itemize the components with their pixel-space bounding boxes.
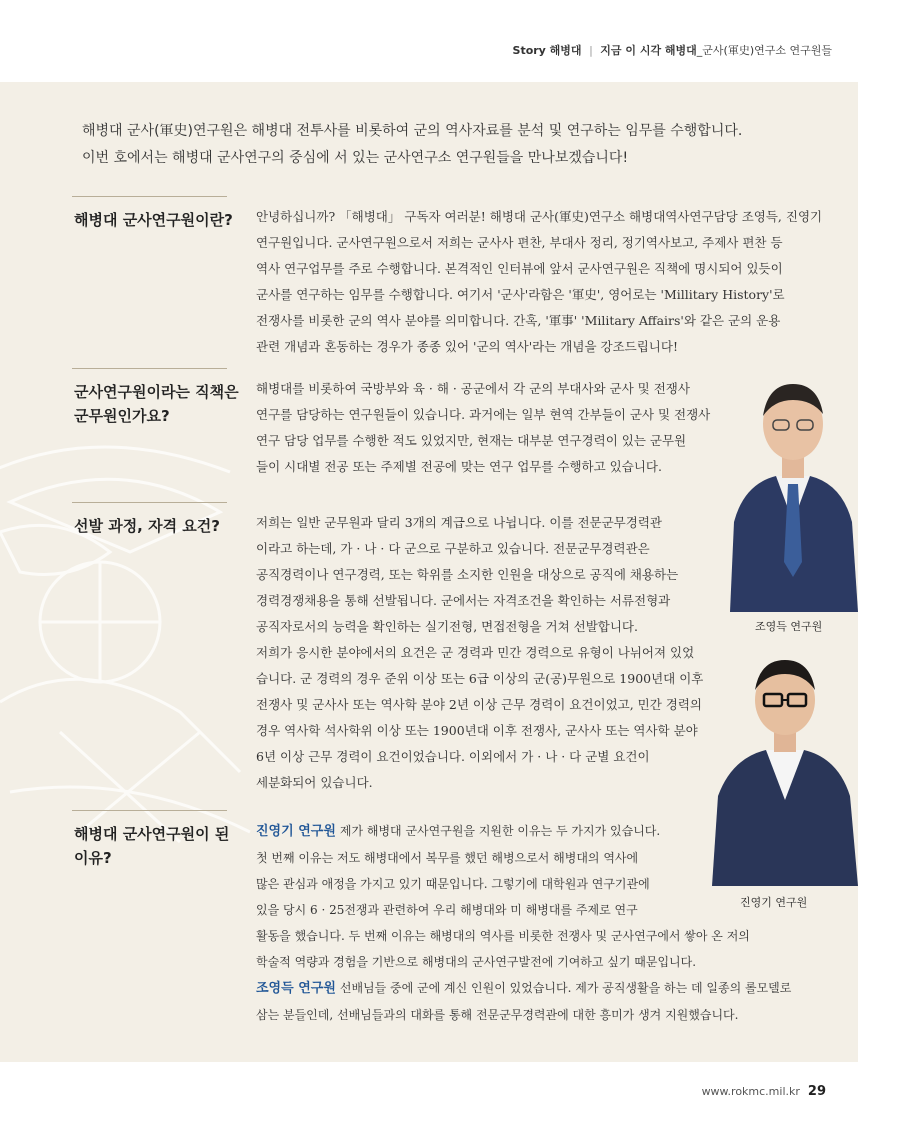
answer-line: 역사 연구업무를 주로 수행합니다. 본격적인 인터뷰에 앞서 군사연구원은 직책에 명시되어 있듯이 [256,261,783,276]
answer-line-text: 활동을 했습니다. 두 번째 이유는 해병대의 역사를 비롯한 전쟁사 및 군사연구에서 쌓아 온 저의 [256,929,750,943]
speaker-name: 조영득 연구원 [256,981,336,996]
answer-line: 연구를 담당하는 연구원들이 있습니다. 과거에는 일부 현역 간부들이 군사 및 전쟁사 [256,407,711,422]
answer-line: 세분화되어 있습니다. [256,775,373,790]
question-heading: 선발 과정, 자격 요건? [74,517,220,535]
answer-line: 군사를 연구하는 임무를 수행합니다. 여기서 '군사'라함은 '軍史', 영어로는 'Millitary History'로 [256,287,785,302]
photo-caption: 진영기 연구원 [740,896,808,909]
answer-line: 경우 역사학 석사학위 이상 또는 1900년대 이후 전쟁사, 군사사 또는 역사학 분야 [256,723,698,738]
footer-url: www.rokmc.mil.kr [701,1085,800,1098]
answer-line-text: 첫 번째 이유는 저도 해병대에서 복무를 했던 해병으로서 해병대의 역사에 [256,851,639,865]
intro-line: 해병대 군사(軍史)연구원은 해병대 전투사를 비롯하여 군의 역사자료를 분석 및 연구하는 임무를 수행합니다. [82,123,743,139]
question-rule [72,196,227,197]
researcher-portrait-icon [724,372,862,612]
researcher-photo-jo [724,372,862,612]
answer-line: 연구 담당 업무를 수행한 적도 있었지만, 현재는 대부분 연구경력이 있는 군무원 [256,433,687,448]
answer-line-text: 학술적 역량과 경험을 기반으로 해병대의 군사연구발전에 기여하고 싶기 때문입니다. [256,955,697,969]
header-section-now: 지금 이 시각 해병대 [600,44,697,57]
answer-line-text: 많은 관심과 애정을 가지고 있기 때문입니다. 그렇기에 대학원과 연구기관에 [256,877,650,891]
header-story: Story 해병대 [512,44,582,57]
answer-text [256,204,868,360]
qa-section-1 [72,196,872,356]
answer-text [256,376,746,480]
answer-line-text: 삼는 분들인데, 선배님들과의 대화를 통해 전문군무경력관에 대한 흥미가 생겨 지원했습니다. [256,1008,739,1022]
researcher-photo-jin [708,650,862,886]
answer-line: 저희는 일반 군무원과 달리 3개의 계급으로 나뉩니다. 이를 전문군무경력관 [256,515,662,530]
answer-line: 해병대를 비롯하여 국방부와 육 · 해 · 공군에서 각 군의 부대사와 군사 및 전쟁사 [256,381,690,396]
page-number: 29 [807,1084,826,1099]
answer-line: 연구원입니다. 군사연구원으로서 저희는 군사사 편찬, 부대사 정리, 정기역사보고, 주제사 편찬 등 [256,235,783,250]
answer-line [256,923,856,949]
researcher-portrait-icon [708,650,862,886]
answer-line: 전쟁사 및 군사사 또는 역사학 분야 2년 이상 근무 경력이 요건이었고, 민간 경력의 [256,697,703,712]
answer-line: 이라고 하는데, 가 · 나 · 다 군으로 구분하고 있습니다. 전문군무경력관은 [256,541,650,556]
intro-line: 이번 호에서는 해병대 군사연구의 중심에 서 있는 군사연구소 연구원들을 만나보겠습니다! [82,150,629,166]
answer-line: 관련 개념과 혼동하는 경우가 종종 있어 '군의 역사'라는 개념을 강조드립니다! [256,339,678,354]
header-separator: | [589,44,593,57]
question-heading: 군사연구원이라는 직책은 군무원인가요? [74,383,239,425]
answer-line: 습니다. 군 경력의 경우 준위 이상 또는 6급 이상의 군(공)무원으로 1900년대 이후 [256,671,704,686]
answer-line: 6년 이상 근무 경력이 요건이었습니다. 이외에서 가 · 나 · 다 군별 요건이 [256,749,650,764]
answer-line-text: 제가 해병대 군사연구원을 지원한 이유는 두 가지가 있습니다. [339,824,661,838]
answer-line-text: 선배님들 중에 군에 계신 인원이 있었습니다. 제가 공직생활을 하는 데 일종의 롤모델로 [339,981,792,995]
answer-line: 안녕하십니까? 「해병대」 구독자 여러분! 해병대 군사(軍史)연구소 해병대역사연구담당 조영득, 진영기 [256,209,823,224]
question-rule [72,810,227,811]
question-heading: 해병대 군사연구원이 된 이유? [74,825,230,867]
answer-line: 저희가 응시한 분야에서의 요건은 군 경력과 민간 경력으로 유형이 나뉘어져 있었 [256,645,695,660]
answer-line [256,1002,856,1028]
answer-line: 전쟁사를 비롯한 군의 역사 분야를 의미합니다. 간혹, '軍事' 'Military Affairs'와 같은 군의 운용 [256,313,781,328]
page-footer [702,1084,826,1099]
answer-line [256,975,856,1002]
question-rule [72,502,227,503]
speaker-name: 진영기 연구원 [256,824,336,839]
answer-line: 들이 시대별 전공 또는 주제별 전공에 맞는 연구 업무를 수행하고 있습니다. [256,459,662,474]
header-section-topic: _군사(軍史)연구소 연구원들 [696,44,832,57]
answer-line: 공직자로서의 능력을 확인하는 실기전형, 면접전형을 거쳐 선발합니다. [256,619,638,634]
page-header [513,42,832,58]
question-rule [72,368,227,369]
answer-line: 경력경쟁채용을 통해 선발됩니다. 군에서는 자격조건을 확인하는 서류전형과 [256,593,671,608]
answer-line: 공직경력이나 연구경력, 또는 학위를 소지한 인원을 대상으로 공직에 채용하는 [256,567,679,582]
intro-text [82,118,832,172]
answer-text [256,510,716,796]
answer-line [256,949,856,975]
answer-line-text: 있을 당시 6 · 25전쟁과 관련하여 우리 해병대와 미 해병대를 주제로 연구 [256,903,638,917]
question-heading: 해병대 군사연구원이란? [74,211,233,229]
photo-caption: 조영득 연구원 [755,620,823,633]
